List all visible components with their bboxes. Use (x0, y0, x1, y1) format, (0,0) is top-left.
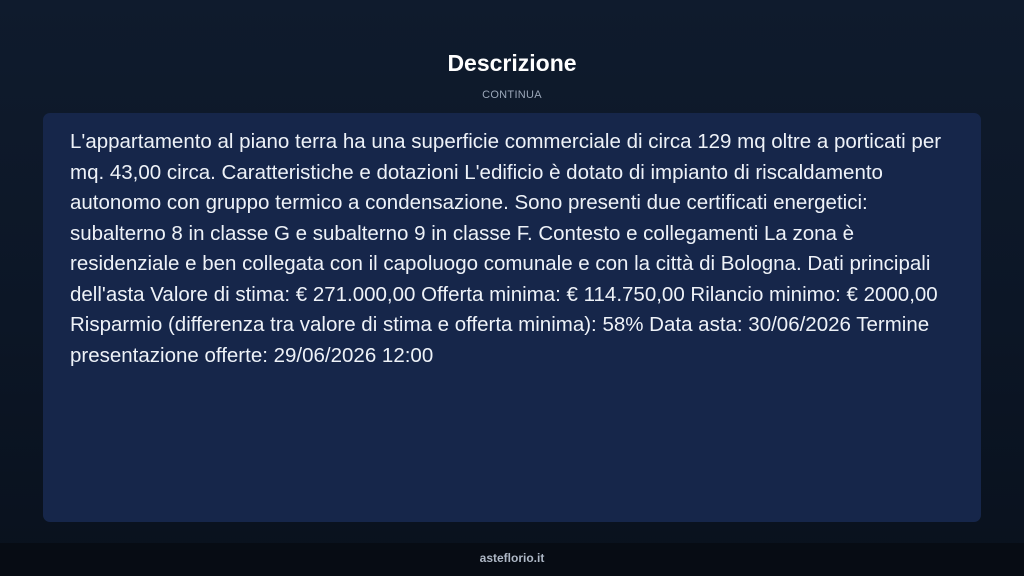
footer-bar (0, 543, 1024, 576)
description-text: L'appartamento al piano terra ha una superficie commerciale di circa 129 mq oltre a porticati per mq. 43,00 circa. Caratteristiche e dotazioni L'edificio è dotato di impianto di riscaldamento autonomo con gruppo termico a condensazione. Sono presenti due certificati energetici: subalterno 8 in classe G e subalterno 9 in classe F. Contesto e collegamenti La zona è residenziale e ben collegata con il capoluogo comunale e con la città di Bologna. Dati principali dell'asta Valore di stima: € 271.000,00 Offerta minima: € 114.750,00 Rilancio minimo: € 2000,00 Risparmio (differenza tra valore di stima e offerta minima): 58% Data asta: 30/06/2026 Termine presentazione offerte: 29/06/2026 12:00 (70, 130, 942, 367)
site-name: asteflorio.it (479, 551, 545, 565)
continua-label: CONTINUA (482, 89, 542, 101)
description-card (43, 113, 981, 522)
header (0, 46, 1024, 102)
page-title: Descrizione (447, 50, 577, 76)
